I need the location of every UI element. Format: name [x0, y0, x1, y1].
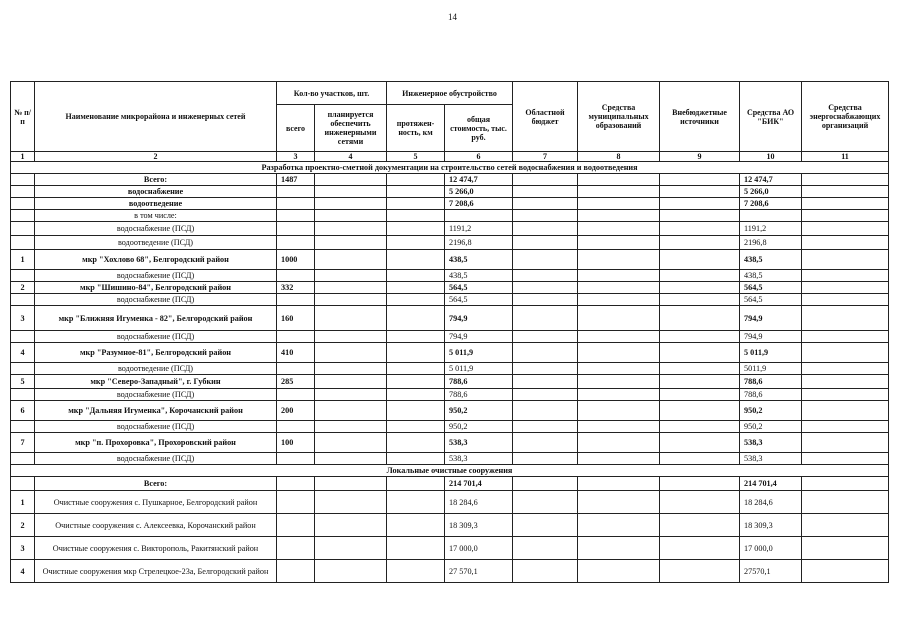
item-cost: 438,5 — [445, 250, 513, 270]
total-bik: 214 701,4 — [740, 477, 802, 491]
col-number: 11 — [802, 152, 889, 162]
table-row — [11, 401, 889, 421]
item-plots: 285 — [277, 375, 315, 389]
item-sub-bik: 5011,9 — [740, 363, 802, 375]
item-bik: 794,9 — [740, 306, 802, 331]
item-sub-cost: 438,5 — [445, 270, 513, 282]
col-number: 2 — [35, 152, 277, 162]
total-bik: 12 474,7 — [740, 174, 802, 186]
header-group-infra: Инженерное обустройство — [387, 82, 513, 105]
item-cost: 788,6 — [445, 375, 513, 389]
financing-table — [10, 81, 889, 583]
item-cost: 5 011,9 — [445, 343, 513, 363]
col-number: 8 — [578, 152, 660, 162]
table-row — [11, 343, 889, 363]
water-cost: 5 266,0 — [445, 186, 513, 198]
item-no: 5 — [11, 375, 35, 389]
item-cost: 794,9 — [445, 306, 513, 331]
header-col-cost: общая стоимость, тыс. руб. — [445, 105, 513, 152]
table-row — [11, 306, 889, 331]
item-sub-cost: 794,9 — [445, 331, 513, 343]
item-cost: 564,5 — [445, 282, 513, 294]
col-number: 10 — [740, 152, 802, 162]
table-row — [11, 270, 889, 282]
header-col-bik: Средства АО "БИК" — [740, 82, 802, 152]
section-title-row — [11, 465, 889, 477]
item-cost: 538,3 — [445, 433, 513, 453]
item-no: 3 — [11, 306, 35, 331]
column-numbers-row — [11, 152, 889, 162]
sewer-psd-label: водоотведение (ПСД) — [35, 236, 277, 250]
col-number: 1 — [11, 152, 35, 162]
table-row — [11, 453, 889, 465]
item-no: 6 — [11, 401, 35, 421]
page-number: 14 — [448, 12, 457, 22]
water-label: водоснабжение — [35, 186, 277, 198]
section-title: Разработка проектно-сметной документации на строительство сетей водоснабжения и водоотведения — [11, 162, 889, 174]
item-plots: 200 — [277, 401, 315, 421]
table-row — [11, 222, 889, 236]
item-cost: 17 000,0 — [445, 537, 513, 560]
item-sub-bik: 564,5 — [740, 294, 802, 306]
col-number: 7 — [513, 152, 578, 162]
table-row — [11, 389, 889, 401]
item-sub-cost: 788,6 — [445, 389, 513, 401]
sewer-bik: 7 208,6 — [740, 198, 802, 210]
item-plots: 410 — [277, 343, 315, 363]
item-sub-cost: 564,5 — [445, 294, 513, 306]
item-name: Очистные сооружения с. Пушкарное, Белгородский район — [35, 491, 277, 514]
col-number: 4 — [315, 152, 387, 162]
item-sub-bik: 950,2 — [740, 421, 802, 433]
sewer-psd-bik: 2196,8 — [740, 236, 802, 250]
item-name: Очистные сооружения с. Алексеевка, Корочанский район — [35, 514, 277, 537]
item-sub-label: водоотведение (ПСД) — [35, 363, 277, 375]
item-sub-cost: 538,3 — [445, 453, 513, 465]
header-col-municipal: Средства муниципальных образований — [578, 82, 660, 152]
item-plots: 100 — [277, 433, 315, 453]
total-label: Всего: — [35, 477, 277, 491]
table-row — [11, 433, 889, 453]
header-col-offbudget: Внебюджетные источники — [660, 82, 740, 152]
table-row — [11, 294, 889, 306]
item-name: мкр "Разумное-81", Белгородский район — [35, 343, 277, 363]
sewer-psd-cost: 2196,8 — [445, 236, 513, 250]
item-bik: 5 011,9 — [740, 343, 802, 363]
header-col-length: протяжен-ность, км — [387, 105, 445, 152]
item-name: мкр "Хохлово 68", Белгородский район — [35, 250, 277, 270]
item-bik: 788,6 — [740, 375, 802, 389]
item-name: мкр "Шишино-84", Белгородский район — [35, 282, 277, 294]
item-sub-label: водоснабжение (ПСД) — [35, 331, 277, 343]
item-sub-bik: 794,9 — [740, 331, 802, 343]
table-row — [11, 186, 889, 198]
item-plots: 160 — [277, 306, 315, 331]
table-row — [11, 363, 889, 375]
section-title: Локальные очистные сооружения — [11, 465, 889, 477]
table-row — [11, 421, 889, 433]
sewer-label: водоотведение — [35, 198, 277, 210]
item-no: 2 — [11, 282, 35, 294]
header-col-name: Наименование микрорайона и инженерных сетей — [35, 82, 277, 152]
water-psd-cost: 1191,2 — [445, 222, 513, 236]
item-name: мкр "п. Прохоровка", Прохоровский район — [35, 433, 277, 453]
item-bik: 27570,1 — [740, 560, 802, 583]
item-sub-label: водоснабжение (ПСД) — [35, 294, 277, 306]
header-col-total: всего — [277, 105, 315, 152]
item-sub-label: водоснабжение (ПСД) — [35, 453, 277, 465]
table-body — [11, 162, 889, 583]
item-bik: 438,5 — [740, 250, 802, 270]
header-col-regional: Областной бюджет — [513, 82, 578, 152]
item-sub-bik: 438,5 — [740, 270, 802, 282]
col-number: 6 — [445, 152, 513, 162]
incl-label: в том числе: — [35, 210, 277, 222]
item-no: 4 — [11, 560, 35, 583]
item-sub-bik: 538,3 — [740, 453, 802, 465]
table-row — [11, 514, 889, 537]
table-row — [11, 477, 889, 491]
water-psd-bik: 1191,2 — [740, 222, 802, 236]
item-cost: 18 284,6 — [445, 491, 513, 514]
total-cost: 12 474,7 — [445, 174, 513, 186]
item-bik: 18 284,6 — [740, 491, 802, 514]
item-bik: 564,5 — [740, 282, 802, 294]
table-row — [11, 210, 889, 222]
item-no: 4 — [11, 343, 35, 363]
item-name: Очистные сооружения с. Викторополь, Ракитянский район — [35, 537, 277, 560]
total-plots: 1487 — [277, 174, 315, 186]
table-row — [11, 282, 889, 294]
item-no: 7 — [11, 433, 35, 453]
item-sub-label: водоснабжение (ПСД) — [35, 270, 277, 282]
item-no: 1 — [11, 250, 35, 270]
item-no: 3 — [11, 537, 35, 560]
col-number: 9 — [660, 152, 740, 162]
item-bik: 538,3 — [740, 433, 802, 453]
item-no: 2 — [11, 514, 35, 537]
table-row — [11, 250, 889, 270]
sewer-cost: 7 208,6 — [445, 198, 513, 210]
table-row — [11, 560, 889, 583]
col-number: 3 — [277, 152, 315, 162]
item-sub-cost: 5 011,9 — [445, 363, 513, 375]
item-name: мкр "Дальняя Игуменка", Корочанский район — [35, 401, 277, 421]
total-label: Всего: — [35, 174, 277, 186]
header-group-plots: Кол-во участков, шт. — [277, 82, 387, 105]
table-row — [11, 198, 889, 210]
item-name: мкр "Северо-Западный", г. Губкин — [35, 375, 277, 389]
item-cost: 950,2 — [445, 401, 513, 421]
item-sub-label: водоснабжение (ПСД) — [35, 421, 277, 433]
header-col-energy: Средства энергоснабжающих организаций — [802, 82, 889, 152]
item-cost: 18 309,3 — [445, 514, 513, 537]
item-bik: 18 309,3 — [740, 514, 802, 537]
item-no: 1 — [11, 491, 35, 514]
col-number: 5 — [387, 152, 445, 162]
table-row — [11, 174, 889, 186]
item-name: Очистные сооружения мкр Стрелецкое-23а, Белгородский район — [35, 560, 277, 583]
section-title-row — [11, 162, 889, 174]
item-cost: 27 570,1 — [445, 560, 513, 583]
table-row — [11, 537, 889, 560]
water-psd-label: водоснабжение (ПСД) — [35, 222, 277, 236]
water-bik: 5 266,0 — [740, 186, 802, 198]
item-bik: 17 000,0 — [740, 537, 802, 560]
item-plots: 1000 — [277, 250, 315, 270]
item-name: мкр "Ближняя Игуменка - 82", Белгородский район — [35, 306, 277, 331]
header-col-planned: планируется обеспечить инженерными сетями — [315, 105, 387, 152]
table-row — [11, 375, 889, 389]
table-header — [11, 82, 889, 162]
table-row — [11, 491, 889, 514]
item-plots: 332 — [277, 282, 315, 294]
item-sub-bik: 788,6 — [740, 389, 802, 401]
item-sub-label: водоснабжение (ПСД) — [35, 389, 277, 401]
table-row — [11, 331, 889, 343]
item-bik: 950,2 — [740, 401, 802, 421]
total-cost: 214 701,4 — [445, 477, 513, 491]
item-sub-cost: 950,2 — [445, 421, 513, 433]
header-col-no: № п/п — [11, 82, 35, 152]
table-row — [11, 236, 889, 250]
